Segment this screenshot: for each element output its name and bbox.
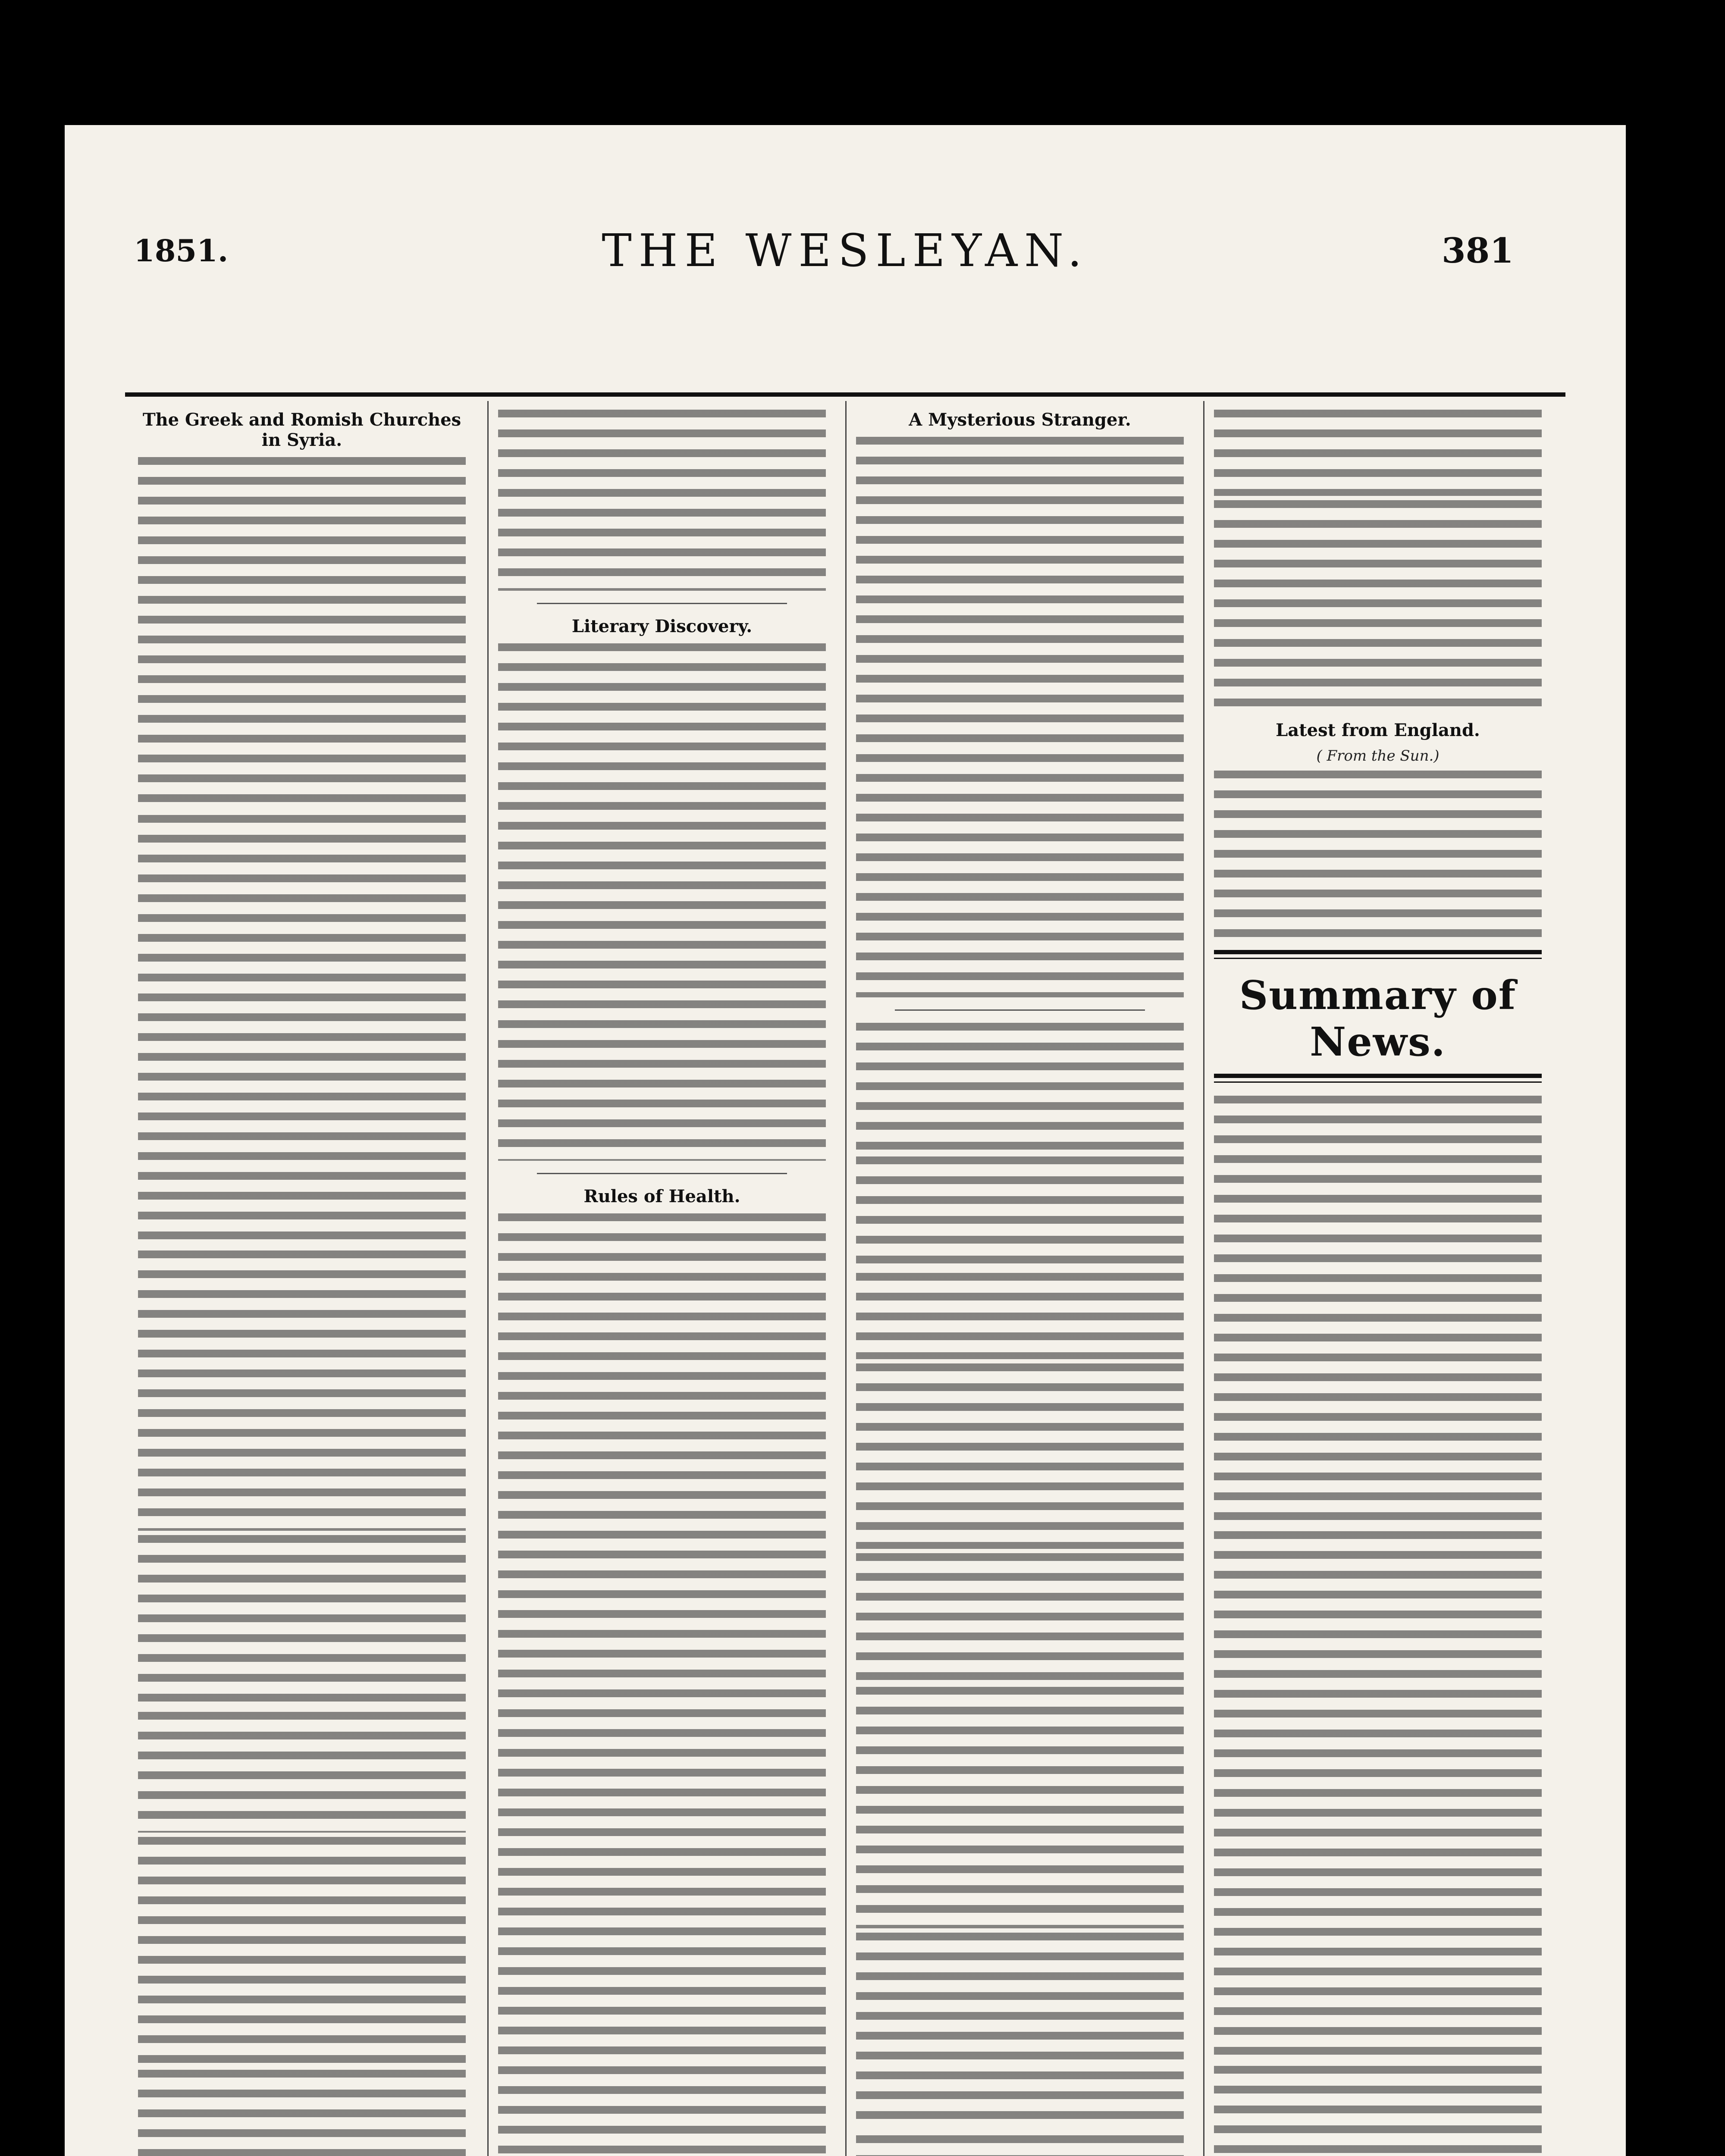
article-text-block	[138, 2070, 466, 2156]
issue-year: 1851.	[134, 233, 229, 269]
article-heading-rules-of-health: Rules of Health.	[583, 1186, 740, 1206]
article-text-block	[498, 643, 826, 1161]
article-text-block	[1214, 410, 1542, 496]
column-4	[1214, 410, 1542, 2156]
article-text-block	[138, 457, 466, 811]
section-double-rule	[1214, 1074, 1542, 1083]
section-rule	[895, 1009, 1145, 1011]
article-text-block	[1214, 1630, 1542, 2062]
column-divider	[487, 401, 489, 2156]
article-heading-mysterious-stranger: A Mysterious Stranger.	[909, 410, 1131, 430]
article-text-block	[856, 1156, 1184, 1269]
page-number: 381	[1442, 230, 1514, 271]
article-text-block	[498, 1213, 826, 2156]
summary-of-news-heading: Summary of News.	[1239, 972, 1517, 1065]
article-text-block	[856, 437, 1184, 997]
masthead	[65, 224, 1626, 293]
column-divider	[845, 401, 847, 2156]
newspaper-title: THE WESLEYAN.	[602, 224, 1089, 277]
article-text-block	[138, 1936, 466, 2065]
article-heading-literary-discovery: Literary Discovery.	[571, 616, 753, 636]
section-rule	[537, 1173, 787, 1174]
article-text-block	[856, 1553, 1184, 1683]
column-3	[856, 410, 1184, 2156]
article-text-block	[856, 1363, 1184, 1549]
article-text-block	[1214, 771, 1542, 943]
newspaper-page	[65, 125, 1626, 2156]
article-text-block	[138, 1535, 466, 1708]
article-text-block	[138, 815, 466, 1246]
article-text-block	[1214, 500, 1542, 716]
article-source-from-the-sun: ( From the Sun.)	[1316, 747, 1440, 765]
article-text-block	[856, 1023, 1184, 1152]
article-text-block	[856, 1687, 1184, 1928]
header-rule	[125, 392, 1565, 397]
column-2	[498, 410, 826, 2156]
article-text-block	[1214, 1531, 1542, 1626]
section-rule	[537, 603, 787, 604]
article-heading-latest-from-england: Latest from England.	[1276, 720, 1480, 740]
column-1	[138, 410, 466, 2156]
article-text-block	[856, 2135, 1184, 2156]
article-text-block	[498, 410, 826, 591]
article-text-block	[1214, 2066, 1542, 2156]
article-text-block	[138, 1250, 466, 1531]
column-divider	[1203, 401, 1204, 2156]
article-text-block	[138, 1837, 466, 1932]
article-text-block	[1214, 1096, 1542, 1527]
section-double-rule	[1214, 950, 1542, 959]
article-text-block	[856, 1933, 1184, 2131]
article-text-block	[138, 1712, 466, 1833]
article-heading-greek-romish: The Greek and Romish Churches in Syria.	[142, 410, 461, 450]
article-text-block	[856, 1273, 1184, 1359]
